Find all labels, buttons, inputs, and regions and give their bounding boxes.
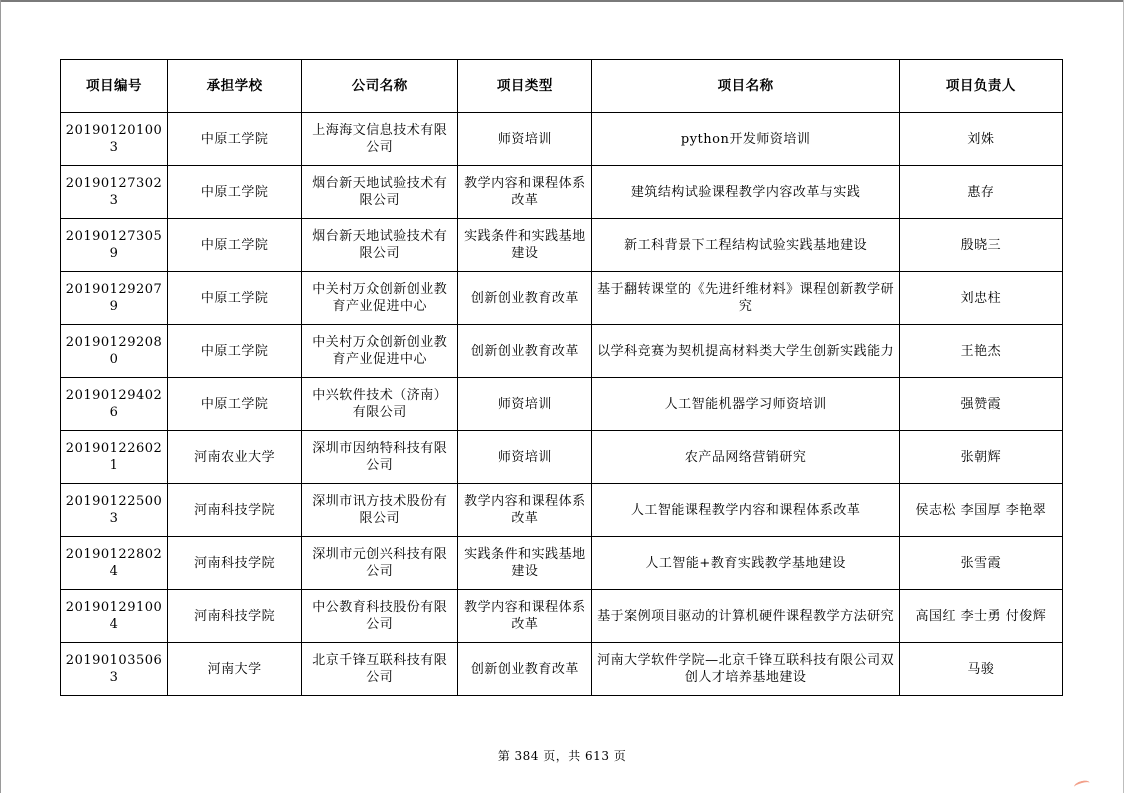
cell-project-lead: 殷晓三: [899, 219, 1062, 272]
cell-company: 中兴软件技术（济南）有限公司: [302, 378, 458, 431]
cell-project-lead: 张雪霞: [899, 537, 1062, 590]
cell-company: 烟台新天地试验技术有限公司: [302, 219, 458, 272]
project-table: [60, 59, 1063, 696]
cell-project-type: 实践条件和实践基地建设: [458, 219, 592, 272]
table-row: [61, 590, 1063, 643]
cell-project-type: 创新创业教育改革: [458, 325, 592, 378]
cell-project-lead: 王艳杰: [899, 325, 1062, 378]
cell-school: 中原工学院: [168, 219, 302, 272]
cell-company: 中关村万众创新创业教育产业促进中心: [302, 325, 458, 378]
cell-company: 深圳市讯方技术股份有限公司: [302, 484, 458, 537]
corner-ink-mark: [1073, 779, 1091, 791]
header-project-lead: 项目负责人: [899, 60, 1062, 113]
cell-project-type: 教学内容和课程体系改革: [458, 166, 592, 219]
cell-project-name: 新工科背景下工程结构试验实践基地建设: [592, 219, 899, 272]
cell-project-id: 201901292080: [61, 325, 168, 378]
cell-project-lead: 强赞霞: [899, 378, 1062, 431]
cell-project-id: 201901226021: [61, 431, 168, 484]
cell-school: 河南大学: [168, 643, 302, 696]
header-project-id: 项目编号: [61, 60, 168, 113]
cell-project-lead: 高国红 李士勇 付俊辉: [899, 590, 1062, 643]
cell-project-lead: 张朝辉: [899, 431, 1062, 484]
page-border-left: [0, 0, 1, 793]
header-project-type: 项目类型: [458, 60, 592, 113]
cell-school: 中原工学院: [168, 272, 302, 325]
cell-school: 中原工学院: [168, 325, 302, 378]
cell-project-type: 教学内容和课程体系改革: [458, 590, 592, 643]
cell-project-lead: 惠存: [899, 166, 1062, 219]
cell-project-type: 师资培训: [458, 113, 592, 166]
table-header-row: [61, 60, 1063, 113]
cell-project-id: 201901228024: [61, 537, 168, 590]
cell-project-lead: 侯志松 李国厚 李艳翠: [899, 484, 1062, 537]
cell-project-type: 师资培训: [458, 431, 592, 484]
table-row: [61, 643, 1063, 696]
header-company: 公司名称: [302, 60, 458, 113]
cell-school: 中原工学院: [168, 378, 302, 431]
cell-company: 烟台新天地试验技术有限公司: [302, 166, 458, 219]
cell-project-name: 基于案例项目驱动的计算机硬件课程教学方法研究: [592, 590, 899, 643]
table-row: [61, 219, 1063, 272]
cell-company: 中关村万众创新创业教育产业促进中心: [302, 272, 458, 325]
cell-project-id: 201901292079: [61, 272, 168, 325]
cell-project-name: 农产品网络营销研究: [592, 431, 899, 484]
cell-project-name: 基于翻转课堂的《先进纤维材料》课程创新教学研究: [592, 272, 899, 325]
cell-project-type: 创新创业教育改革: [458, 643, 592, 696]
cell-company: 深圳市因纳特科技有限公司: [302, 431, 458, 484]
cell-project-lead: 刘忠柱: [899, 272, 1062, 325]
cell-project-name: python开发师资培训: [592, 113, 899, 166]
cell-company: 上海海文信息技术有限公司: [302, 113, 458, 166]
cell-company: 北京千锋互联科技有限公司: [302, 643, 458, 696]
cell-school: 中原工学院: [168, 166, 302, 219]
cell-project-type: 实践条件和实践基地建设: [458, 537, 592, 590]
cell-project-name: 河南大学软件学院—北京千锋互联科技有限公司双创人才培养基地建设: [592, 643, 899, 696]
table-row: [61, 431, 1063, 484]
cell-project-name: 人工智能课程教学内容和课程体系改革: [592, 484, 899, 537]
cell-project-lead: 马骏: [899, 643, 1062, 696]
cell-project-type: 教学内容和课程体系改革: [458, 484, 592, 537]
cell-school: 中原工学院: [168, 113, 302, 166]
cell-project-id: 201901201003: [61, 113, 168, 166]
cell-project-name: 人工智能机器学习师资培训: [592, 378, 899, 431]
table-row: [61, 484, 1063, 537]
table-row: [61, 113, 1063, 166]
page-border-top: [0, 0, 1124, 2]
cell-school: 河南科技学院: [168, 590, 302, 643]
cell-project-lead: 刘姝: [899, 113, 1062, 166]
cell-project-name: 人工智能+教育实践教学基地建设: [592, 537, 899, 590]
cell-project-id: 201901291004: [61, 590, 168, 643]
cell-project-type: 师资培训: [458, 378, 592, 431]
cell-project-id: 201901273023: [61, 166, 168, 219]
cell-project-name: 以学科竞赛为契机提高材料类大学生创新实践能力: [592, 325, 899, 378]
table-row: [61, 325, 1063, 378]
header-school: 承担学校: [168, 60, 302, 113]
table-row: [61, 378, 1063, 431]
table-row: [61, 272, 1063, 325]
cell-project-type: 创新创业教育改革: [458, 272, 592, 325]
cell-project-id: 201901294026: [61, 378, 168, 431]
header-project-name: 项目名称: [592, 60, 899, 113]
cell-project-name: 建筑结构试验课程教学内容改革与实践: [592, 166, 899, 219]
cell-project-id: 201901225003: [61, 484, 168, 537]
cell-project-id: 201901273059: [61, 219, 168, 272]
table-row: [61, 166, 1063, 219]
cell-school: 河南科技学院: [168, 537, 302, 590]
cell-company: 中公教育科技股份有限公司: [302, 590, 458, 643]
cell-school: 河南科技学院: [168, 484, 302, 537]
table-row: [61, 537, 1063, 590]
cell-company: 深圳市元创兴科技有限公司: [302, 537, 458, 590]
cell-project-id: 201901035063: [61, 643, 168, 696]
page-number: 第 384 页，共 613 页: [497, 749, 627, 763]
cell-school: 河南农业大学: [168, 431, 302, 484]
